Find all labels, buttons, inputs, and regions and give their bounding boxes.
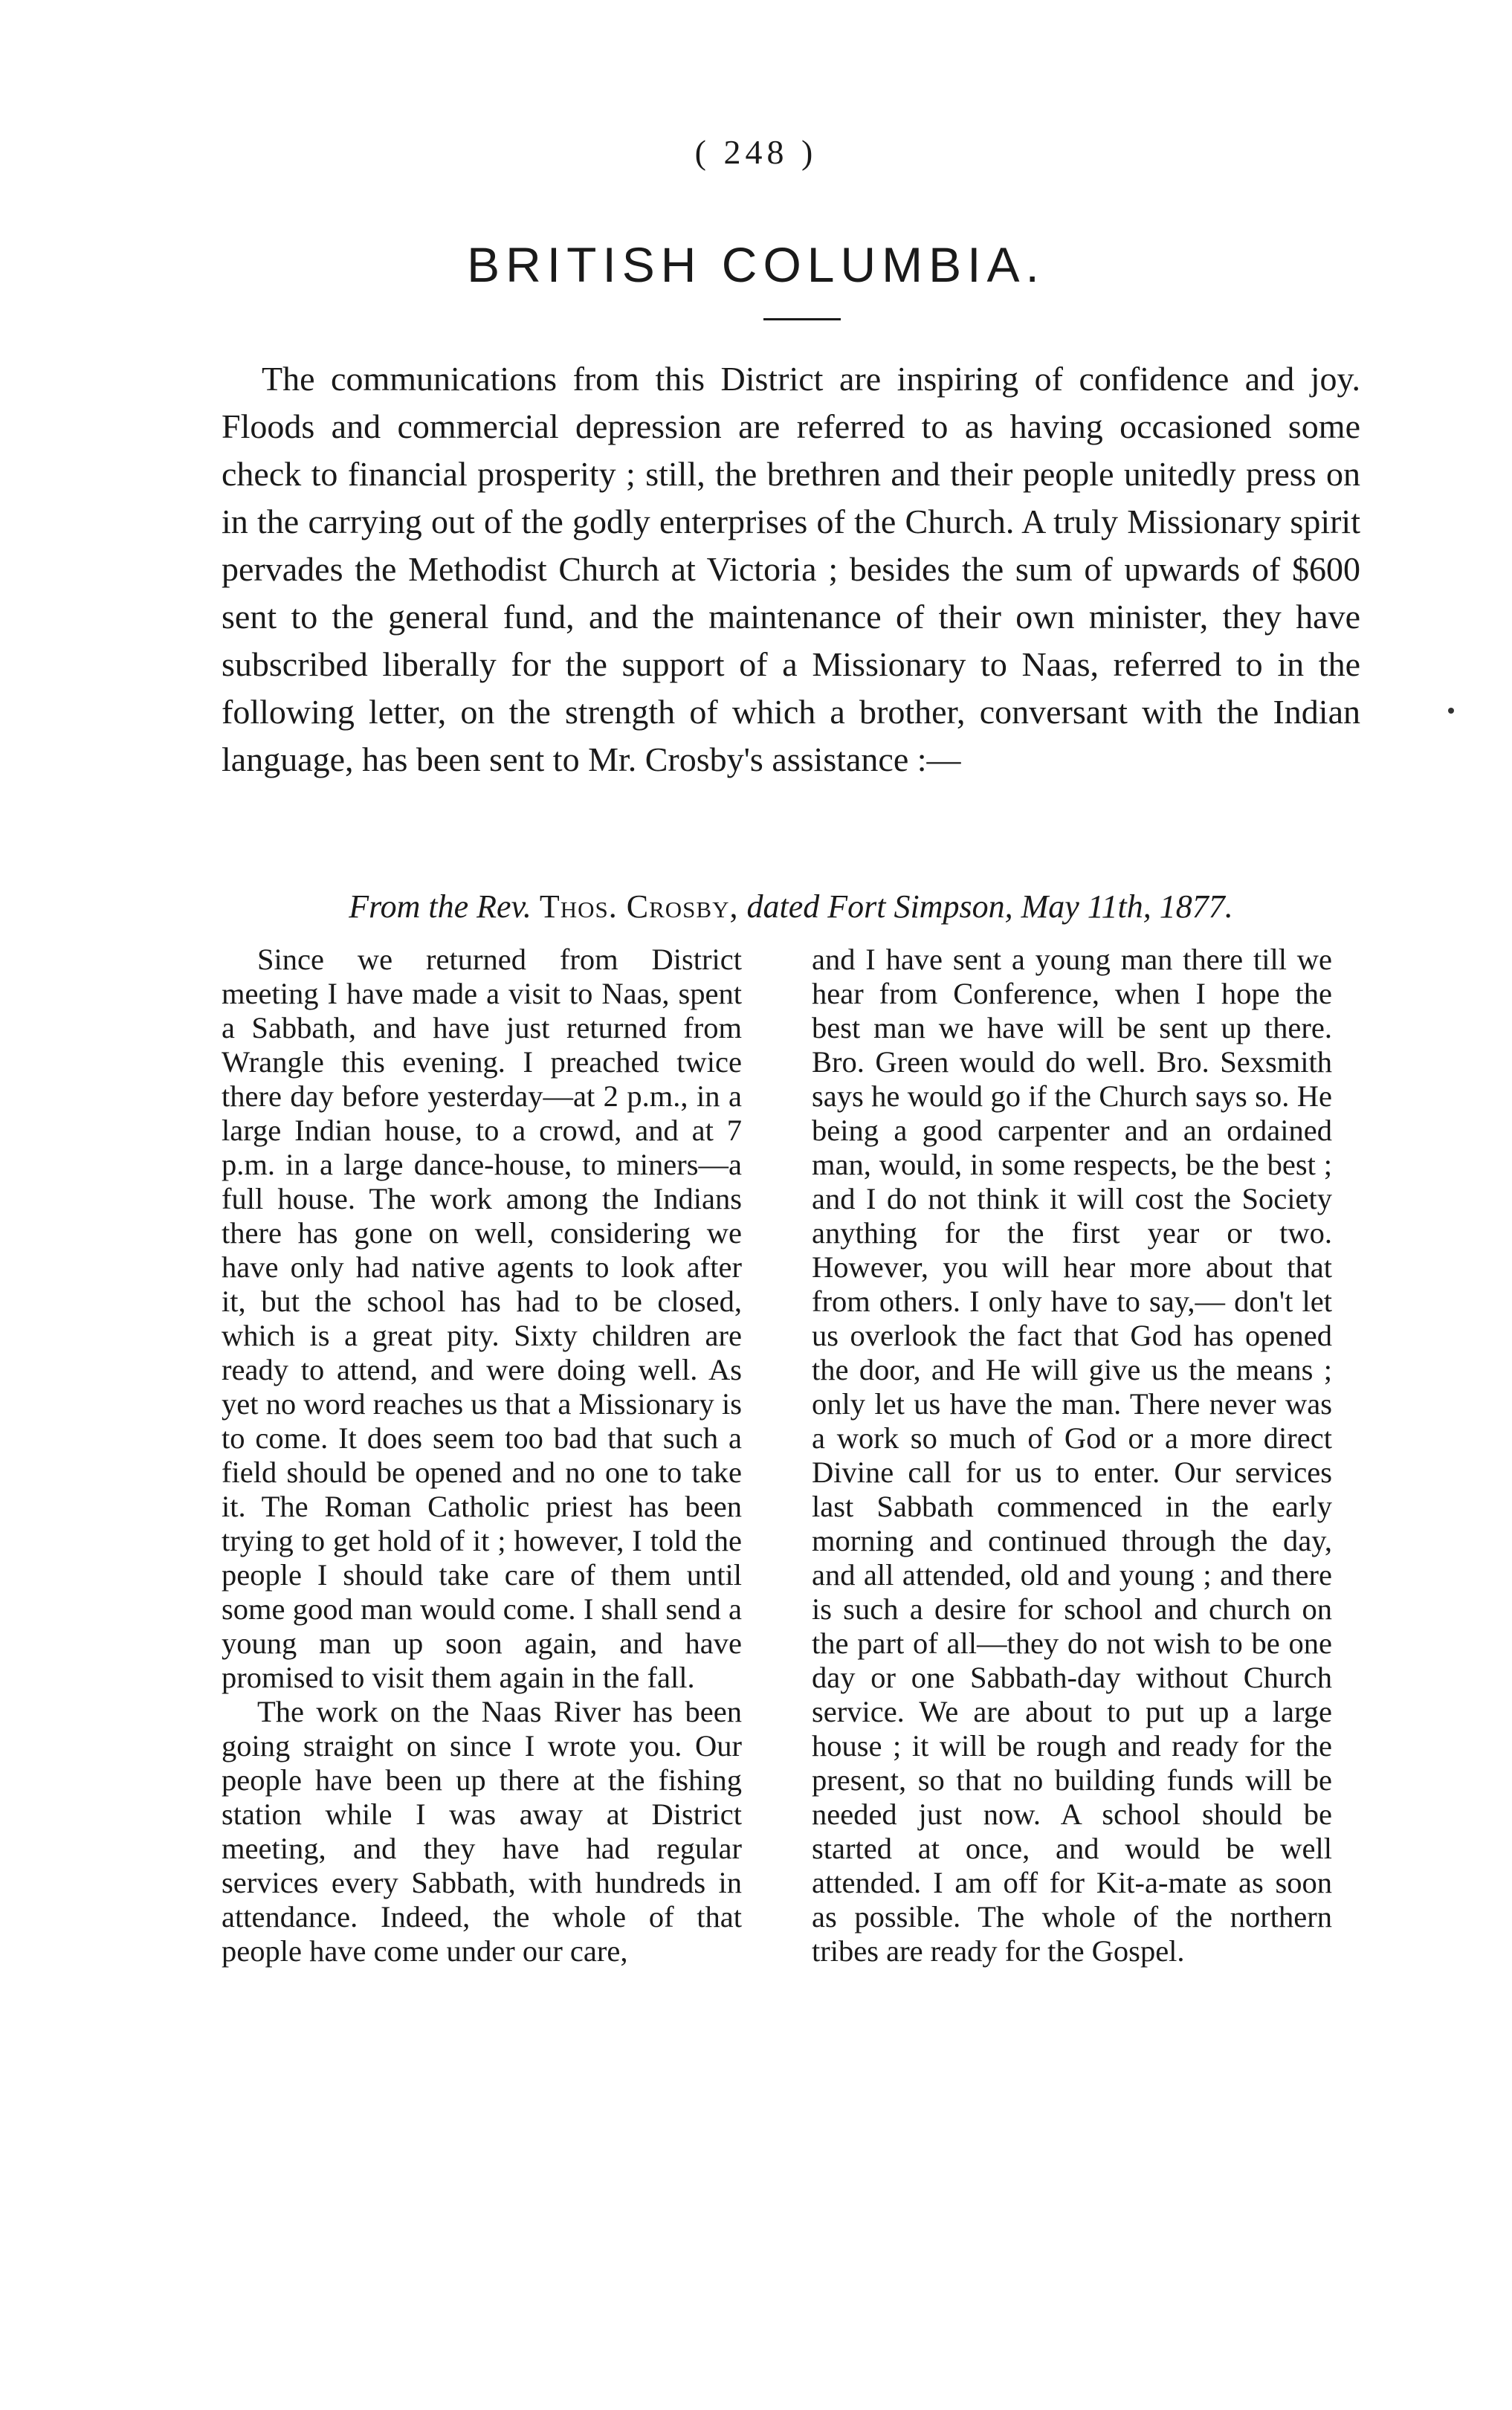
letter-right-column <box>812 943 1332 1968</box>
margin-mark <box>1448 708 1454 714</box>
dateline-suffix: dated Fort Simpson, May 11th, 1877. <box>746 888 1233 925</box>
title-divider <box>763 318 841 320</box>
letter-dateline <box>222 885 1360 929</box>
letter-paragraph: Since we returned from District meeting I have made a visit to Naas, spent a Sabbath, and have just returned from Wrangle this evening. I preached twice there day before yesterday—at 2 p.m., in a large Indian house, to a crowd, and at 7 p.m. in a large dance-house, to miners—a full house. The work among the Indians there has gone on well, considering we have only had native agents to look after it, but the school has had to be closed, which is a great pity. Sixty children are ready to attend, and were doing well. As yet no word reaches us that a Missionary is to come. It does seem too bad that such a field should be opened and no one to take it. The Roman Catholic priest has been trying to get hold of it ; however, I told the people I should take care of them until some good man would come. I shall send a young man up soon again, and have promised to visit them again in the fall. <box>222 943 742 1694</box>
intro-paragraph: The communications from this District are inspiring of confidence and joy. Floods and commercial depression are referred to as having occasioned some check to financial prosperity ; still, the brethren and their people unitedly press on in the carrying out of the godly enterprises of the Church. A truly Missionary spirit pervades the Methodist Church at Victoria ; besides the sum of upwards of $600 sent to the general fund, and the maintenance of their own minister, they have subscribed liberally for the support of a Missionary to Naas, referred to in the following letter, on the strength of which a brother, conversant with the Indian language, has been sent to Mr. Crosby's assistance :— <box>222 360 1360 778</box>
letter-paragraph-continued: and I have sent a young man there till we hear from Conference, when I hope the best man we have will be sent up there. Bro. Green would do well. Bro. Sexsmith says he would go if the Church says so. He being a good carpenter and an ordained man, would, in some respects, be the best ; and I do not think it will cost the Society anything for the first year or two. However, you will hear more about that from others. I only have to say,— don't let us overlook the fact that God has opened the door, and He will give us the means ; only let us have the man. There never was a work so much of God or a more direct Divine call for us to enter. Our services last Sabbath commenced in the early morning and continued through the day, and all attended, old and young ; and there is such a desire for school and church on the part of all—they do not wish to be one day or one Sabbath-day without Church service. We are about to put up a large house ; it will be rough and ready for the present, so that no building funds will be needed just now. A school should be started at once, and would be well attended. I am off for Kit-a-mate as soon as possible. The whole of the northern tribes are ready for the Gospel. <box>812 943 1332 1968</box>
letter-left-column <box>222 943 742 1968</box>
page-title: BRITISH COLUMBIA. <box>467 237 1045 292</box>
page-number: ( 248 ) <box>694 133 818 171</box>
letter-paragraph: The work on the Naas River has been going straight on since I wrote you. Our people have been up there at the fishing station while I was away at District meeting, and they have had regular services every Sabbath, with hundreds in attendance. Indeed, the whole of that people have come under our care, <box>222 1695 742 1968</box>
dateline-prefix: From the Rev. <box>349 888 532 925</box>
dateline-author: Thos. Crosby, <box>539 888 739 925</box>
